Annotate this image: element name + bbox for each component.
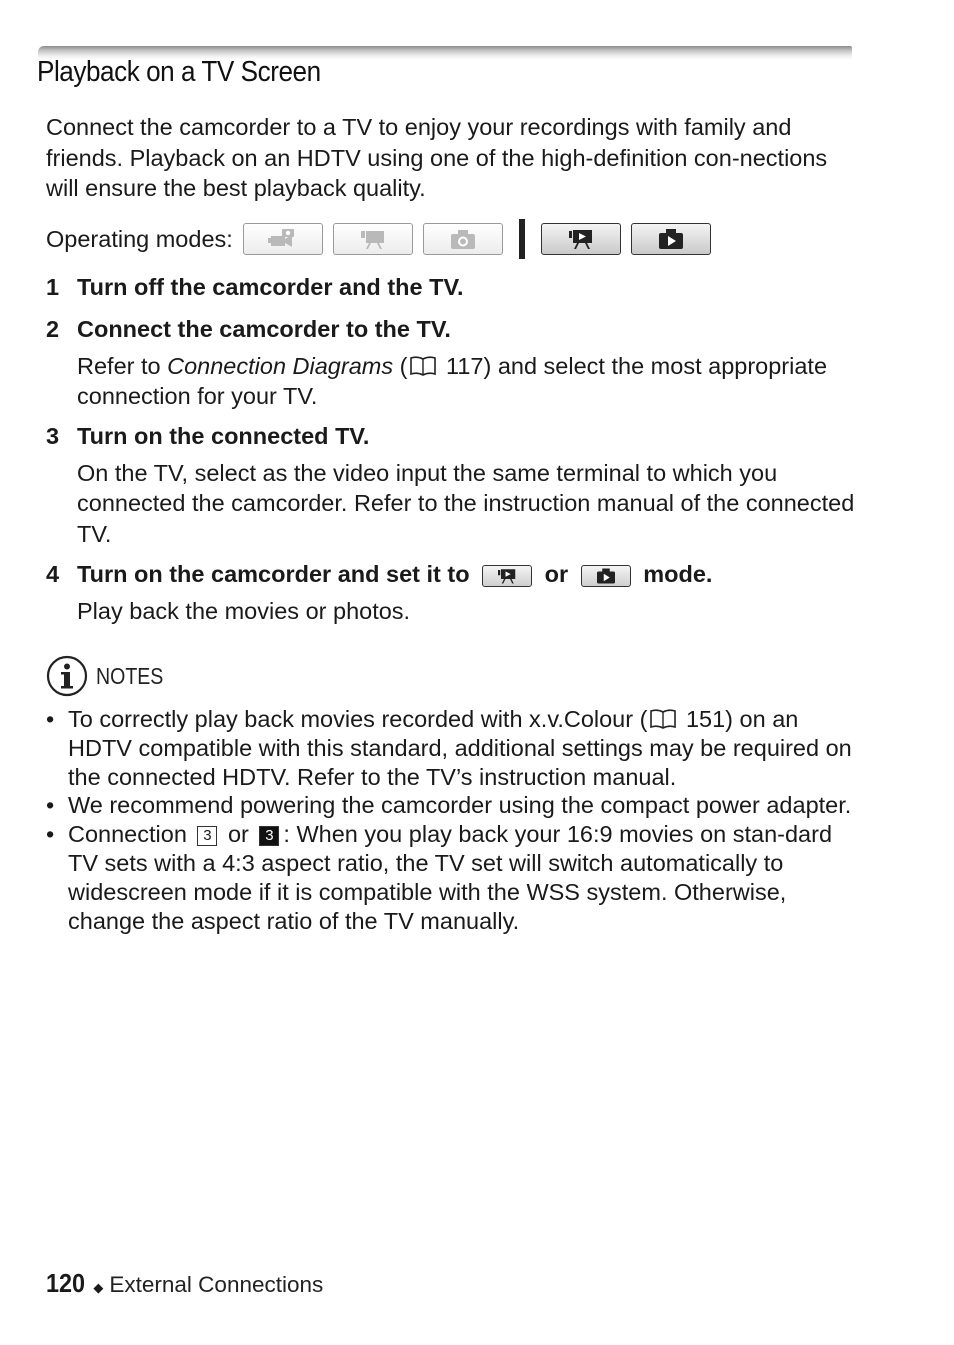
step-heading: Turn on the connected TV. (77, 423, 370, 449)
page-title: Playback on a TV Screen (37, 56, 321, 88)
step-heading (77, 559, 861, 590)
step-body (77, 351, 861, 412)
step-body-text: Refer to (77, 352, 168, 379)
step-heading-text: mode. (643, 561, 713, 587)
step-body: On the TV, select as the video input the same terminal to which you connected the camcorder. Refer to the instruction manual of the connected TV. (77, 459, 855, 547)
connection-3-outline-icon: 3 (197, 826, 217, 846)
dual-camera-mode-icon (243, 223, 323, 255)
info-icon (46, 655, 88, 697)
footer-section-title: External Connections (109, 1272, 324, 1297)
intro-paragraph: Connect the camcorder to a TV to enjoy your recordings with family and friends. Playback on an HDTV using one of the high-definition con-nections will ensure the best playback quality. (46, 114, 828, 201)
connection-3-filled-icon: 3 (259, 826, 279, 846)
step-number: 2 (46, 316, 60, 342)
note-text: 151) on an HDTV compatible with this standard, additional settings may be required on the connected HDTV. Refer to the TV’s instruction manual. (68, 706, 852, 790)
step-4 (46, 559, 861, 626)
book-reference-icon (409, 355, 437, 377)
step-heading-text: or (544, 561, 569, 587)
note-text: To correctly play back movies recorded with x.v.Colour ( (68, 706, 648, 732)
note-text: Connection (68, 821, 187, 848)
movie-playback-mode-icon (541, 223, 621, 255)
step-3 (46, 421, 861, 549)
step-number: 1 (46, 274, 60, 300)
photo-playback-mode-icon (631, 223, 711, 255)
movie-camera-mode-icon (333, 223, 413, 255)
movie-playback-mode-icon (482, 565, 532, 587)
operating-modes-label: Operating modes: (46, 225, 233, 252)
step-number: 4 (46, 561, 60, 587)
step-body: Play back the movies or photos. (77, 597, 411, 624)
page-footer (46, 1268, 323, 1299)
photo-camera-mode-icon (423, 223, 503, 255)
note-text: : When you play back your 16:9 movies on stan-dard TV sets with a 4:3 aspect ratio, the TV set will switch automatically to widescreen mode if it is compatible with the WSS system. Otherwise, change the aspect ratio of the TV manually. (68, 821, 833, 934)
list-item (46, 820, 861, 935)
list-item (46, 705, 861, 791)
photo-playback-mode-icon (581, 565, 631, 587)
page-number: 120 (46, 1268, 86, 1298)
step-2 (46, 314, 861, 412)
list-item (46, 791, 861, 820)
step-body-text: 117) and select the most appropriate connection for your TV. (77, 352, 828, 409)
notes-header (46, 655, 175, 697)
step-1 (46, 272, 861, 303)
note-text: We recommend powering the camcorder using the compact power adapter. (68, 792, 852, 819)
step-heading: Connect the camcorder to the TV. (77, 316, 451, 342)
notes-title: NOTES (96, 662, 164, 689)
step-body-text: ( (393, 352, 408, 379)
connection-diagrams-link-text: Connection Diagrams (167, 352, 394, 379)
step-heading-text: Turn on the camcorder and set it to (77, 561, 470, 587)
diamond-icon: ◆ (93, 1280, 104, 1295)
operating-modes-row (46, 220, 721, 258)
notes-list (46, 705, 861, 935)
mode-separator (519, 219, 525, 259)
note-text: or (227, 821, 249, 848)
book-reference-icon (649, 708, 677, 730)
step-heading: Turn off the camcorder and the TV. (77, 274, 464, 300)
step-number: 3 (46, 423, 60, 449)
